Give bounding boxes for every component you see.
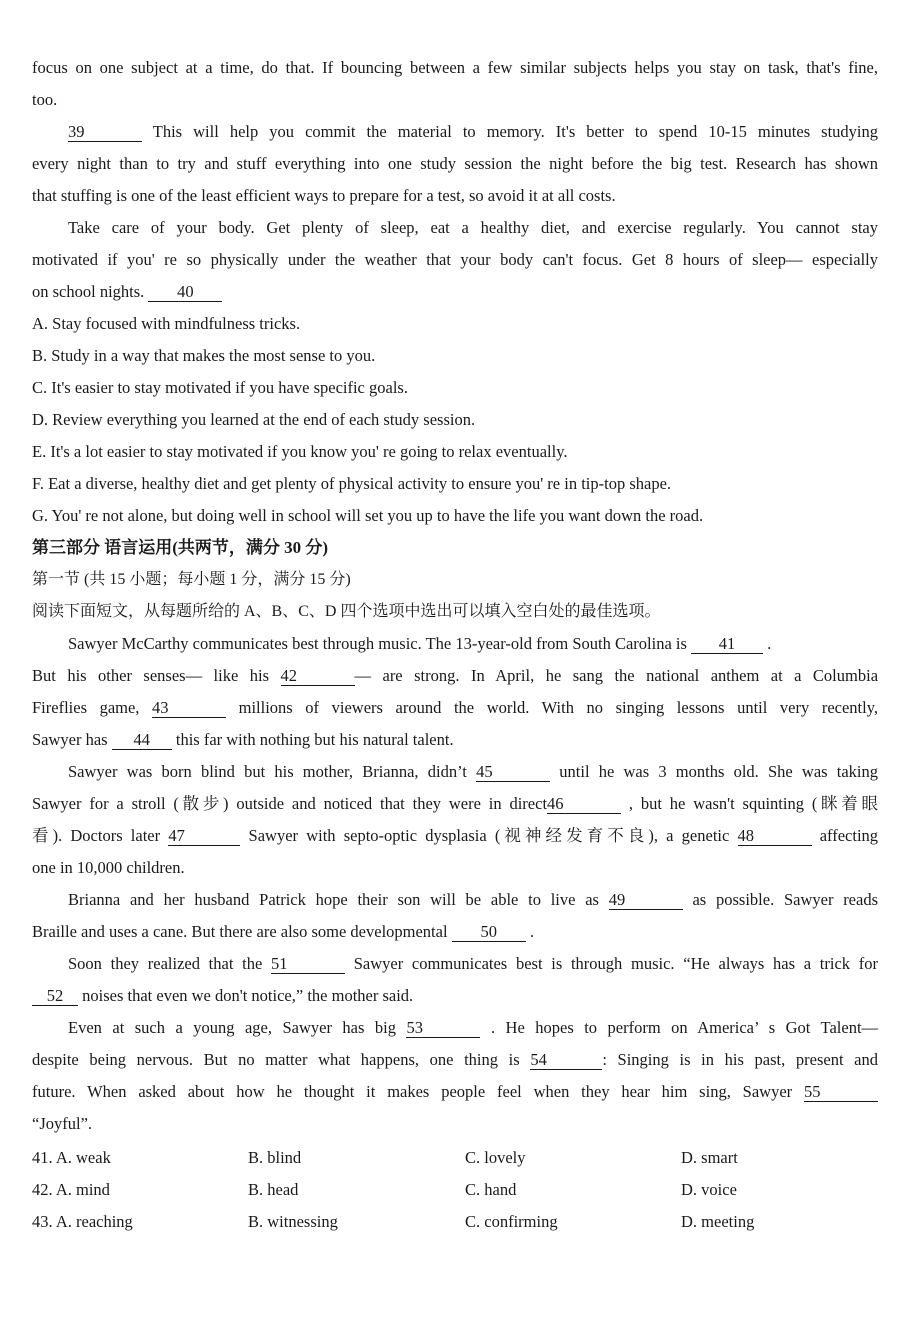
cloze-line: Sawyer has 44 this far with nothing but his natural talent.: [32, 730, 454, 749]
blank-51: 51: [271, 955, 345, 974]
passage-line: 39 This will help you commit the material to memory. It's better to spend 10-15 minutes studying: [68, 122, 878, 141]
q43-option-c: C. confirming: [465, 1212, 558, 1231]
option-d: D. Review everything you learned at the end of each study session.: [32, 410, 476, 429]
cloze-line: Sawyer McCarthy communicates best through music. The 13-year-old from South Carolina is 41 .: [68, 634, 772, 653]
blank-42: 42: [281, 667, 355, 686]
q43-option-a: 43. A. reaching: [32, 1212, 133, 1231]
cloze-line: one in 10,000 children.: [32, 858, 185, 877]
blank-46: 46: [547, 795, 621, 814]
q41-option-d: D. smart: [681, 1148, 738, 1167]
passage-line: every night than to try and stuff everything into one study session the night before the big test. Research has shown: [32, 154, 878, 173]
passage-line: too.: [32, 90, 58, 109]
blank-55: 55: [804, 1083, 878, 1102]
passage-line: that stuffing is one of the least efficient ways to prepare for a test, so avoid it at all costs.: [32, 186, 616, 205]
q41-option-c: C. lovely: [465, 1148, 526, 1167]
q41-option-a: 41. A. weak: [32, 1148, 111, 1167]
cloze-line: Sawyer was born blind but his mother, Brianna, didn’t 45 until he was 3 months old. She was taking: [68, 762, 879, 781]
blank-41: 41: [691, 635, 763, 654]
cloze-line: Brianna and her husband Patrick hope their son will be able to live as 49 as possible. Sawyer reads: [68, 890, 879, 909]
q42-option-d: D. voice: [681, 1180, 737, 1199]
passage-line: on school nights. 40: [32, 282, 878, 302]
blank-49: 49: [609, 891, 683, 910]
cloze-line: But his other senses— like his 42 — are strong. In April, he sang the national anthem at a Columbia: [32, 666, 879, 685]
blank-47: 47: [168, 827, 240, 846]
blank-40: 40: [148, 283, 222, 302]
option-c: C. It's easier to stay motivated if you have specific goals.: [32, 378, 408, 397]
option-e: E. It's a lot easier to stay motivated if you know you' re going to relax eventually.: [32, 442, 568, 461]
cloze-line: future. When asked about how he thought it makes people feel when they hear him sing, Sawyer 55: [32, 1082, 878, 1102]
option-g: G. You' re not alone, but doing well in school will set you up to have the life you want down the road.: [32, 506, 704, 525]
q43-option-d: D. meeting: [681, 1212, 755, 1231]
passage-line: focus on one subject at a time, do that. If bouncing between a few similar subjects helps you stay on task, that's fine,: [32, 58, 878, 77]
cloze-line: “Joyful”.: [32, 1114, 93, 1133]
passage-line: Take care of your body. Get plenty of sleep, eat a healthy diet, and exercise regularly. You cannot stay: [68, 218, 878, 237]
q42-option-a: 42. A. mind: [32, 1180, 110, 1199]
cloze-line: Even at such a young age, Sawyer has big 53 . He hopes to perform on America’ s Got Talent—: [68, 1018, 879, 1037]
blank-53: 53: [406, 1019, 480, 1038]
cloze-line: 52 noises that even we don't notice,” the mother said.: [32, 986, 878, 1006]
q41-option-b: B. blind: [248, 1148, 302, 1167]
instruction: 阅读下面短文，从每题所给的 A、B、C、D 四个选项中选出可以填入空白处的最佳选项。: [32, 603, 661, 620]
blank-45: 45: [476, 763, 550, 782]
option-b: B. Study in a way that makes the most sense to you.: [32, 346, 376, 365]
sub-title: 第一节 (共 15 小题；每小题 1 分，满分 15 分): [32, 571, 351, 588]
q43-option-b: B. witnessing: [248, 1212, 338, 1231]
blank-43: 43: [152, 699, 226, 718]
blank-48: 48: [738, 827, 812, 846]
part-title: 第三部分 语言运用(共两节，满分 30 分): [32, 538, 329, 557]
blank-52: 52: [32, 987, 78, 1006]
blank-54: 54: [530, 1051, 602, 1070]
q42-option-b: B. head: [248, 1180, 299, 1199]
cloze-line: Soon they realized that the 51 Sawyer communicates best is through music. “He always has a trick for: [68, 954, 878, 973]
option-a: A. Stay focused with mindfulness tricks.: [32, 314, 301, 333]
blank-39: 39: [68, 123, 142, 142]
cloze-line: Braille and uses a cane. But there are also some developmental 50 .: [32, 922, 534, 941]
q42-option-c: C. hand: [465, 1180, 517, 1199]
cloze-line: Sawyer for a stroll (散步) outside and noticed that they were in direct46 , but he wasn't squinting (眯着眼: [32, 794, 879, 813]
cloze-line: Fireflies game, 43 millions of viewers around the world. With no singing lessons until very recently,: [32, 698, 879, 717]
cloze-line: 看). Doctors later 47 Sawyer with septo-optic dysplasia (视神经发育不良), a genetic 48 affecting: [32, 826, 879, 845]
option-f: F. Eat a diverse, healthy diet and get plenty of physical activity to ensure you' re in tip-top shape.: [32, 474, 672, 493]
blank-44: 44: [112, 731, 172, 750]
passage-line: motivated if you' re so physically under the weather that your body can't focus. Get 8 hours of sleep— especially: [32, 250, 878, 269]
cloze-line: despite being nervous. But no matter what happens, one thing is 54 : Singing is in his past, present and: [32, 1050, 878, 1069]
blank-50: 50: [452, 923, 526, 942]
